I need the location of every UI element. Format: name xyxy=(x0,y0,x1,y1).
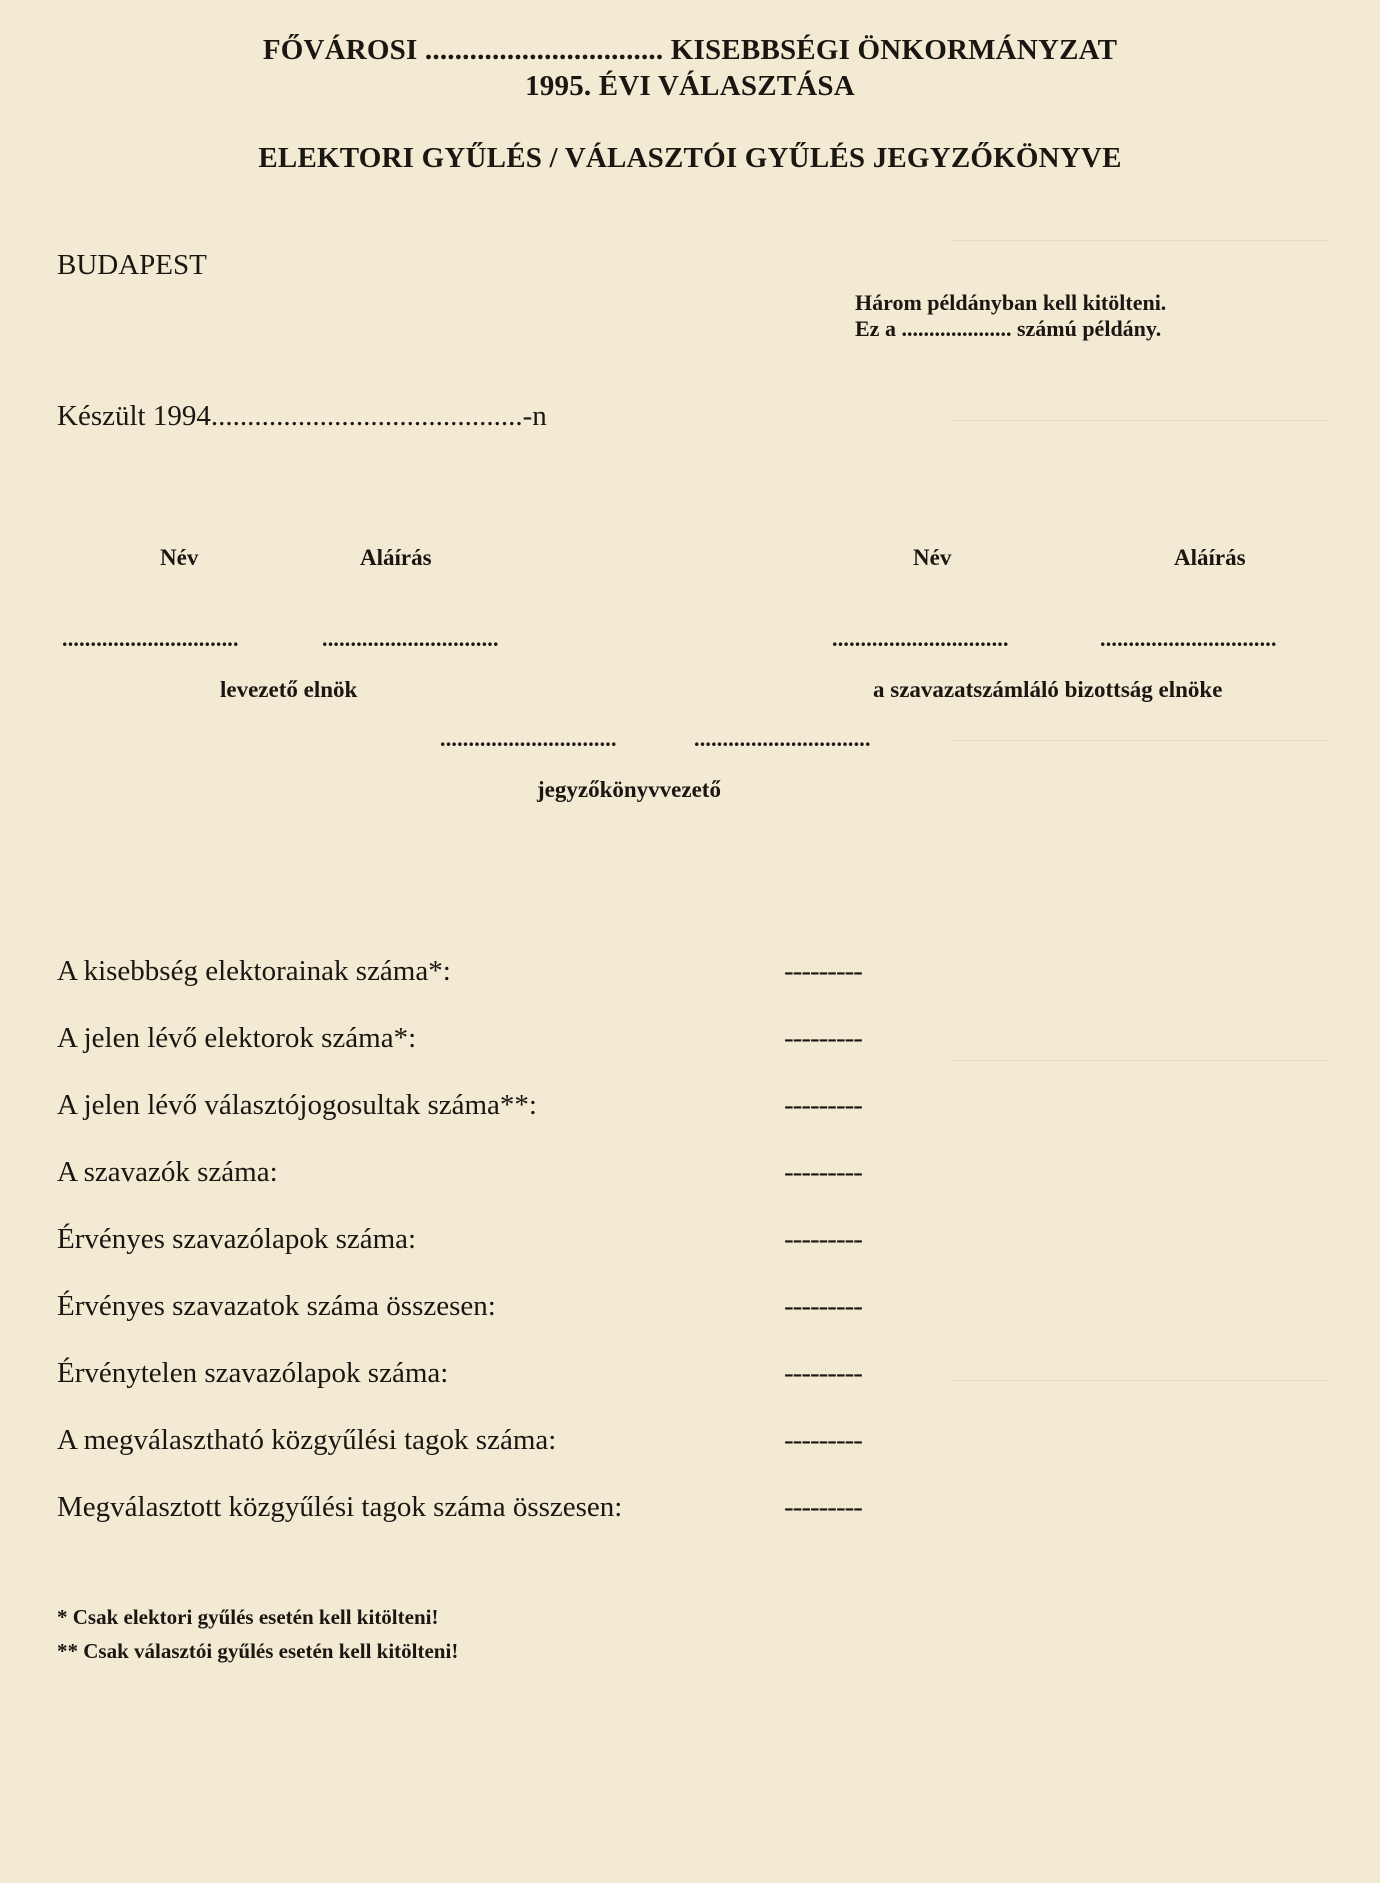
field-row xyxy=(57,955,957,995)
copies-note-line2: Ez a .................... számú példány. xyxy=(855,316,1162,341)
chair-name-dots[interactable]: ............................... xyxy=(62,626,239,651)
field-label: Érvénytelen szavazólapok száma: xyxy=(57,1357,449,1389)
chair-signature-dots[interactable]: ............................... xyxy=(322,626,499,651)
bleed-line xyxy=(950,1060,1330,1061)
date-line: Készült 1994...........................................-n xyxy=(57,400,547,432)
field-label: Érvényes szavazólapok száma: xyxy=(57,1223,417,1255)
location: BUDAPEST xyxy=(57,249,207,281)
field-row xyxy=(57,1022,957,1062)
recorder-signature-dots[interactable]: ............................... xyxy=(694,726,871,751)
field-row xyxy=(57,1223,957,1263)
field-row xyxy=(57,1424,957,1464)
field-value[interactable]: --------- xyxy=(784,1223,862,1255)
footnote-voter: ** Csak választói gyűlés esetén kell kitölteni! xyxy=(57,1639,459,1663)
signature-label-left: Aláírás xyxy=(360,545,432,570)
bleed-line xyxy=(950,420,1330,421)
field-value[interactable]: --------- xyxy=(784,955,862,987)
chair-label: levezető elnök xyxy=(220,677,358,702)
recorder-label: jegyzőkönyvvezető xyxy=(537,777,721,802)
field-row xyxy=(57,1089,957,1129)
field-row xyxy=(57,1156,957,1196)
header-line1: FŐVÁROSI ................................ KISEBBSÉGI ÖNKORMÁNYZAT xyxy=(262,34,1118,66)
field-value[interactable]: --------- xyxy=(784,1290,862,1322)
name-label-right: Név xyxy=(913,545,952,570)
field-value[interactable]: --------- xyxy=(784,1022,862,1054)
footnote-elector: * Csak elektori gyűlés esetén kell kitölteni! xyxy=(57,1605,439,1629)
field-label: A jelen lévő választójogosultak száma**: xyxy=(57,1089,537,1121)
committee-name-dots[interactable]: ............................... xyxy=(832,626,1009,651)
field-value[interactable]: --------- xyxy=(784,1089,862,1121)
signature-label-right: Aláírás xyxy=(1174,545,1246,570)
copies-note-line1: Három példányban kell kitölteni. xyxy=(855,290,1167,315)
committee-chair-label: a szavazatszámláló bizottság elnöke xyxy=(873,677,1223,702)
recorder-name-dots[interactable]: ............................... xyxy=(440,726,617,751)
bleed-line xyxy=(950,240,1330,241)
field-label: A szavazók száma: xyxy=(57,1156,278,1188)
bleed-line xyxy=(950,1380,1330,1381)
field-label: Érvényes szavazatok száma összesen: xyxy=(57,1290,496,1322)
field-row xyxy=(57,1491,957,1531)
bleed-line xyxy=(950,740,1330,741)
header-line2: 1995. ÉVI VÁLASZTÁSA xyxy=(525,70,855,102)
field-value[interactable]: --------- xyxy=(784,1357,862,1389)
field-label: Megválasztott közgyűlési tagok száma összesen: xyxy=(57,1491,623,1523)
field-value[interactable]: --------- xyxy=(784,1156,862,1188)
field-label: A kisebbség elektorainak száma*: xyxy=(57,955,451,987)
committee-signature-dots[interactable]: ............................... xyxy=(1100,626,1277,651)
field-label: A megválasztható közgyűlési tagok száma: xyxy=(57,1424,557,1456)
field-row xyxy=(57,1357,957,1397)
field-value[interactable]: --------- xyxy=(784,1424,862,1456)
field-value[interactable]: --------- xyxy=(784,1491,862,1523)
document-title: ELEKTORI GYŰLÉS / VÁLASZTÓI GYŰLÉS JEGYZŐKÖNYVE xyxy=(258,142,1122,174)
name-label-left: Név xyxy=(160,545,199,570)
field-label: A jelen lévő elektorok száma*: xyxy=(57,1022,417,1054)
field-row xyxy=(57,1290,957,1330)
